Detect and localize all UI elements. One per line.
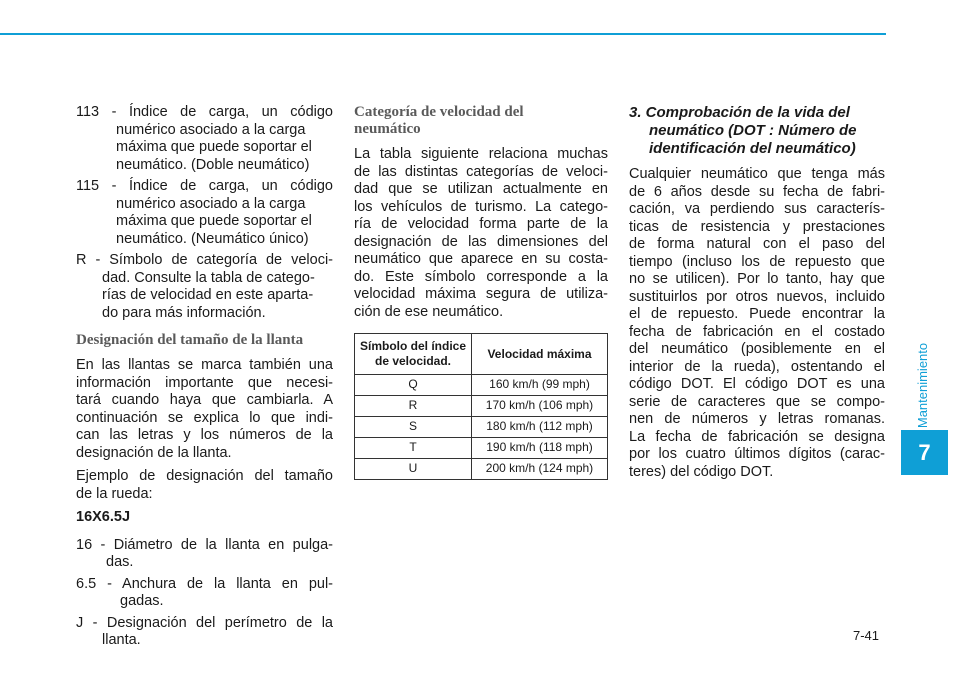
paragraph	[629, 166, 885, 481]
item-line: neumático. (Neumático único)	[116, 230, 309, 247]
para-line: ción de ese neumático.	[354, 303, 504, 320]
para-line: nen de números y letras romanas.	[629, 411, 885, 427]
column-left	[76, 104, 333, 654]
table-cell-symbol: S	[355, 417, 472, 438]
table-header-row	[355, 334, 608, 375]
table-cell-speed: 190 km/h (118 mph)	[472, 438, 608, 459]
section-label-text: Mantenimiento	[915, 342, 931, 428]
item-line: 16 - Diámetro de la llanta en pulga-	[76, 536, 333, 553]
header-line: de velocidad.	[374, 354, 452, 368]
section-heading	[354, 104, 608, 138]
table-cell-symbol: R	[355, 396, 472, 417]
para-line: do. Este símbolo corresponde a la	[354, 268, 608, 285]
para-line: no se utilicen). Por lo tanto, hay que	[629, 271, 885, 287]
speed-category-table	[354, 333, 608, 480]
para-line: sustituirlos por otros nuevos, incluido	[629, 288, 885, 305]
para-line: de forma natural con el paso del	[629, 236, 885, 252]
para-line: tiempo (incluso los de repuesto que	[629, 253, 885, 270]
item-line: numérico asociado a la carga	[116, 121, 306, 138]
para-line: código DOT. El código DOT es una	[629, 376, 885, 392]
item-line: gadas.	[120, 593, 164, 609]
para-line: de la rueda:	[76, 485, 153, 502]
table-cell-symbol: Q	[355, 375, 472, 396]
table-row	[355, 459, 608, 480]
para-line: fecha de fabricación en el costado	[629, 323, 885, 340]
para-line: de 6 años desde su fecha de fabri-	[629, 183, 885, 200]
para-line: interior de la rueda), ostentando el	[629, 358, 885, 375]
size-code-example: 16X6.5J	[76, 509, 131, 525]
para-line: neumático que aparece en su costa-	[354, 251, 608, 267]
list-item-6-5	[76, 576, 333, 611]
item-line: dad. Consulte la tabla de catego-	[102, 269, 315, 286]
heading-line: identificación del neumático)	[649, 140, 856, 157]
item-line: das.	[106, 554, 134, 570]
para-line: teres) del código DOT.	[629, 463, 774, 480]
section-heading	[629, 104, 885, 158]
paragraph	[76, 468, 333, 503]
para-line: designación de la llanta.	[76, 444, 232, 461]
section-heading: Designación del tamaño de la llanta	[76, 332, 304, 348]
table-header-symbol	[355, 334, 472, 375]
header-rule	[0, 33, 886, 35]
item-line: 115 - Índice de carga, un código	[76, 178, 333, 194]
para-line: La fecha de fabricación se designa	[629, 428, 885, 445]
list-item-16	[76, 537, 333, 572]
table-row	[355, 417, 608, 438]
item-line: do para más información.	[102, 304, 266, 321]
page-number: 7-41	[853, 628, 880, 643]
paragraph	[354, 146, 608, 321]
column-right	[629, 104, 885, 487]
list-item-113	[76, 104, 333, 174]
item-line: neumático. (Doble neumático)	[116, 156, 310, 173]
table-header-speed: Velocidad máxima	[472, 334, 608, 375]
para-line: por los cuatro últimos dígitos (carac-	[629, 446, 885, 462]
para-line: velocidad máxima segura de utiliza-	[354, 286, 608, 302]
table-cell-symbol: U	[355, 459, 472, 480]
heading-line: Categoría de velocidad del	[354, 104, 524, 120]
heading-line: neumático (DOT : Número de	[649, 122, 857, 139]
para-line: Cualquier neumático que tenga más	[629, 166, 885, 182]
table-row	[355, 375, 608, 396]
para-line: continuación se explica lo que indi-	[76, 409, 333, 426]
table-row	[355, 396, 608, 417]
item-line: máxima que puede soportar el	[116, 139, 312, 155]
list-item-r	[76, 252, 333, 322]
table-cell-speed: 160 km/h (99 mph)	[472, 375, 608, 396]
para-line: can las letras y los números de la	[76, 427, 333, 443]
para-line: En las llantas se marca también una	[76, 357, 333, 373]
item-line: numérico asociado a la carga	[116, 195, 306, 212]
para-line: los vehículos de turismo. La catego-	[354, 198, 608, 215]
item-line: rías de velocidad en este aparta-	[102, 287, 314, 303]
item-line: 113 - Índice de carga, un código	[76, 104, 333, 120]
para-line: del neumático (posiblemente en el	[629, 341, 885, 357]
column-middle	[354, 104, 608, 480]
para-line: serie de caracteres que se compo-	[629, 393, 885, 410]
para-line: el de repuesto. Puede encontrar la	[629, 306, 885, 322]
chapter-number: 7	[918, 439, 931, 465]
header-line: Símbolo del índice	[359, 339, 466, 353]
table-row	[355, 438, 608, 459]
item-line: J - Designación del perímetro de la	[76, 614, 333, 631]
paragraph	[76, 357, 333, 462]
section-side-label	[908, 330, 938, 440]
para-line: cación, va perdiendo sus caracterís-	[629, 201, 885, 217]
chapter-tab	[901, 430, 948, 475]
item-line: llanta.	[102, 632, 141, 648]
heading-line: 3. Comprobación de la vida del	[629, 104, 850, 121]
para-line: de las distintas categorías de veloci-	[354, 163, 608, 180]
list-item-j	[76, 615, 333, 650]
table-cell-symbol: T	[355, 438, 472, 459]
para-line: ría de velocidad forma parte de la	[354, 216, 608, 232]
para-line: La tabla siguiente relaciona muchas	[354, 146, 608, 162]
para-line: ticas de resistencia y prestaciones	[629, 218, 885, 235]
para-line: tará cuando haya que cambiarla. A	[76, 392, 333, 408]
item-line: 6.5 - Anchura de la llanta en pul-	[76, 575, 333, 592]
item-line: R - Símbolo de categoría de veloci-	[76, 252, 333, 268]
table-cell-speed: 170 km/h (106 mph)	[472, 396, 608, 417]
para-line: designación de las dimensiones del	[354, 233, 608, 250]
table-cell-speed: 200 km/h (124 mph)	[472, 459, 608, 480]
para-line: dad que se utilizan actualmente en	[354, 181, 608, 197]
item-line: máxima que puede soportar el	[116, 213, 312, 229]
para-line: información importante que necesi-	[76, 374, 333, 391]
para-line: Ejemplo de designación del tamaño	[76, 468, 333, 484]
heading-line: neumático	[354, 121, 421, 137]
table-cell-speed: 180 km/h (112 mph)	[472, 417, 608, 438]
list-item-115	[76, 178, 333, 248]
